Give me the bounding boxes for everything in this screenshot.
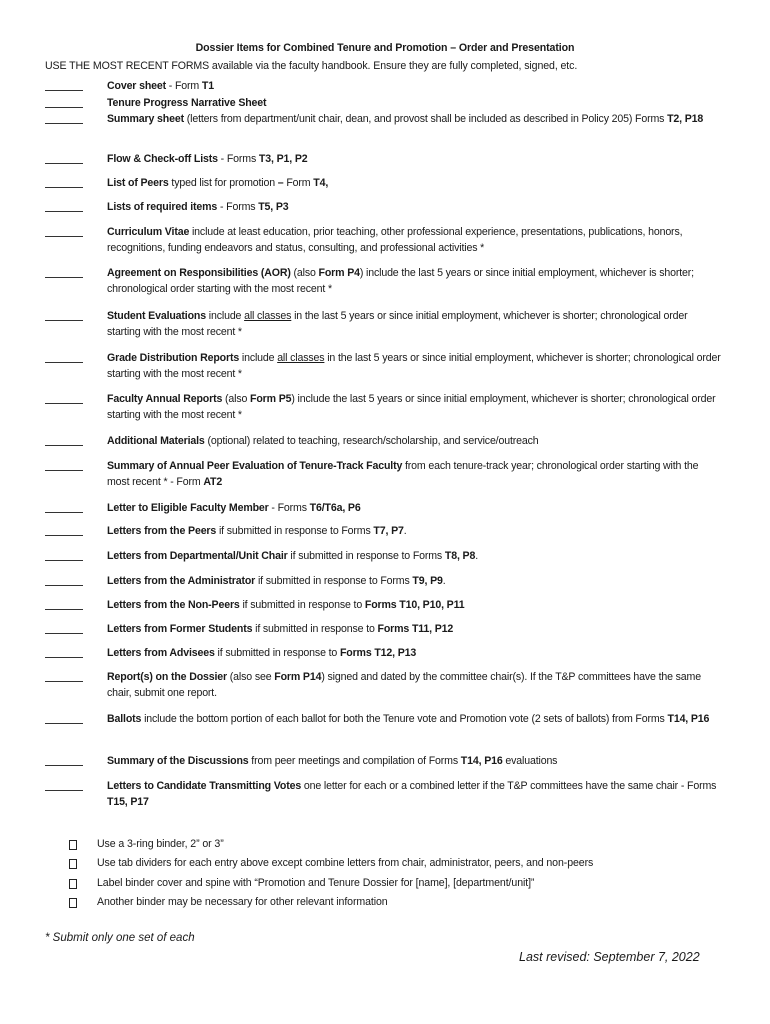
dossier-item-text: [107, 778, 722, 810]
item-text: if submitted in response to Forms: [255, 575, 413, 587]
dossier-item-text: [107, 597, 722, 613]
item-bold-text: Summary of Annual Peer Evaluation of Tenure-Track Faculty: [107, 460, 403, 472]
item-text: ) include the last 5 years or since initial employment, whichever is shorter; chronological order starting with the most recent *: [107, 267, 694, 295]
checkoff-blank: [45, 500, 83, 513]
item-bold-text: Curriculum Vitae: [107, 226, 190, 238]
item-bold-text: Letters from the Administrator: [107, 575, 256, 587]
checkoff-blank: [45, 433, 83, 446]
dossier-item-text: [107, 111, 722, 127]
checkoff-blank: [45, 778, 83, 791]
item-text: - Forms: [217, 201, 259, 213]
dossier-item-text: [107, 224, 722, 256]
item-bold-text: Lists of required items: [107, 201, 218, 213]
item-text: in the last 5 years or since initial employment, whichever is shorter; chronological order starting with the most recent *: [107, 310, 688, 338]
item-bold-text: T15, P17: [107, 796, 149, 808]
item-text: ) include the last 5 years or since initial employment, whichever is shorter; chronological order starting with the most recent *: [107, 393, 716, 421]
checkoff-blank: [45, 573, 83, 586]
checkoff-blank: [45, 78, 83, 91]
item-bold-text: T3, P1, P2: [258, 153, 308, 165]
item-text: .: [442, 575, 446, 587]
item-text: from peer meetings and compilation of Forms: [248, 755, 461, 767]
checkoff-blank: [45, 391, 83, 404]
item-text: - Forms: [217, 153, 259, 165]
item-text: include: [205, 310, 245, 322]
checkoff-blank: [45, 151, 83, 164]
checkbox-icon: [69, 840, 77, 850]
item-text: (also: [222, 393, 251, 405]
item-text: if submitted in response to: [214, 647, 340, 659]
item-bold-text: Letters from the Non-Peers: [107, 599, 240, 611]
item-bold-text: T5, P3: [258, 201, 289, 213]
checkoff-blank: [45, 753, 83, 766]
item-bold-text: Report(s) on the Dossier: [107, 671, 228, 683]
item-text: (letters from department/unit chair, dean, and provost shall be included as described in Policy 205) Forms: [183, 113, 668, 125]
checklist-item: [0, 857, 770, 873]
dossier-item-text: [107, 265, 722, 297]
item-text: in the last 5 years or since initial employment, whichever is shorter; chronological order starting with the most recent *: [107, 352, 721, 380]
dossier-item-text: [107, 308, 722, 340]
checkoff-blank: [45, 645, 83, 658]
item-bold-text: Form P14: [274, 671, 322, 683]
dossier-item-text: [107, 433, 722, 449]
item-text: from each tenure-track year; chronological order starting with the most recent * - Form: [107, 460, 699, 488]
intro-instructions: USE THE MOST RECENT FORMS available via the faculty handbook. Ensure they are fully completed, signed, etc.: [45, 60, 578, 72]
checkbox-icon: [69, 898, 77, 908]
dossier-item-text: [107, 753, 722, 769]
checkoff-blank: [45, 597, 83, 610]
item-text: if submitted in response to: [252, 623, 378, 635]
item-bold-text: T6/T6a, P6: [309, 502, 361, 514]
item-bold-text: Letters from Former Students: [107, 623, 253, 635]
dossier-item-text: [107, 458, 722, 490]
item-bold-text: Student Evaluations: [107, 310, 206, 322]
checkoff-blank: [45, 111, 83, 124]
item-bold-text: Letters to Candidate Transmitting Votes: [107, 780, 302, 792]
item-text: (also: [290, 267, 319, 279]
item-text: one letter for each or a combined letter if the T&P committees have the same chair - Forms: [301, 780, 717, 792]
checklist-item-text: Use tab dividers for each entry above except combine letters from chair, administrator, peers, and non-peers: [97, 857, 594, 869]
item-bold-text: Flow & Check-off Lists: [107, 153, 218, 165]
checkoff-blank: [45, 621, 83, 634]
item-bold-text: Form P4: [318, 267, 360, 279]
checkoff-blank: [45, 265, 83, 278]
item-text: - Forms: [268, 502, 310, 514]
checkoff-blank: [45, 199, 83, 212]
checkoff-blank: [45, 711, 83, 724]
item-text: if submitted in response to: [239, 599, 365, 611]
item-bold-text: Agreement on Responsibilities (AOR): [107, 267, 291, 279]
item-bold-text: Form P5: [250, 393, 292, 405]
item-bold-text: T9, P9: [412, 575, 443, 587]
last-revised: Last revised: September 7, 2022: [519, 950, 700, 964]
item-bold-text: T14, P16: [667, 713, 710, 725]
item-text: if submitted in response to Forms: [216, 525, 374, 537]
checklist-item: [0, 838, 770, 854]
checkoff-blank: [45, 224, 83, 237]
item-bold-text: Forms T11, P12: [377, 623, 454, 635]
checklist-item-text: Label binder cover and spine with “Promotion and Tenure Dossier for [name], [department/unit]”: [97, 877, 535, 889]
item-text: evaluations: [502, 755, 558, 767]
item-bold-text: AT2: [203, 476, 223, 488]
dossier-item-text: [107, 95, 722, 111]
checkoff-blank: [45, 175, 83, 188]
dossier-item-text: [107, 711, 722, 727]
item-underlined-text: all classes: [277, 352, 325, 364]
checkbox-icon: [69, 879, 77, 889]
item-text: include at least education, prior teaching, other professional experience, presentations, publications, honors, recognitions, funding endeavors and status, consulting, and professional activities *: [107, 226, 683, 254]
item-bold-text: Letters from Advisees: [107, 647, 215, 659]
item-text: (also see: [227, 671, 275, 683]
dossier-item-text: [107, 175, 722, 191]
dossier-item-text: [107, 669, 722, 701]
item-text: .: [403, 525, 407, 537]
footnote: * Submit only one set of each: [45, 932, 195, 944]
checkoff-blank: [45, 523, 83, 536]
dossier-item-text: [107, 573, 722, 589]
item-bold-text: Forms T12, P13: [339, 647, 417, 659]
item-bold-text: Tenure Progress Narrative Sheet: [107, 97, 267, 109]
item-bold-text: List of Peers: [107, 177, 169, 189]
item-text: .: [475, 550, 478, 562]
checkoff-blank: [45, 308, 83, 321]
dossier-item-text: [107, 500, 722, 516]
dossier-item-text: [107, 350, 722, 382]
page-title: Dossier Items for Combined Tenure and Promotion – Order and Presentation: [195, 42, 575, 54]
checklist-item-text: Another binder may be necessary for other relevant information: [97, 896, 388, 908]
checklist-item-text: Use a 3-ring binder, 2” or 3”: [97, 838, 224, 850]
checkoff-blank: [45, 669, 83, 682]
item-text: ) signed and dated by the committee chair(s). If the T&P committees have the same chair, submit one report.: [107, 671, 701, 699]
item-bold-text: Summary of the Discussions: [107, 755, 249, 767]
checkoff-blank: [45, 458, 83, 471]
item-bold-text: Faculty Annual Reports: [107, 393, 223, 405]
item-text: if submitted in response to Forms: [287, 550, 445, 562]
item-bold-text: T2, P18: [667, 113, 704, 125]
item-bold-text: Letters from the Peers: [107, 525, 217, 537]
item-text: (optional) related to teaching, research/scholarship, and service/outreach: [204, 435, 539, 447]
item-bold-text: Letters from Departmental/Unit Chair: [107, 550, 288, 562]
item-bold-text: Letter to Eligible Faculty Member: [107, 502, 269, 514]
dossier-item-text: [107, 548, 722, 564]
dossier-item-text: [107, 621, 722, 637]
checkoff-blank: [45, 548, 83, 561]
item-bold-text: Cover sheet: [107, 80, 166, 92]
item-text: include the bottom portion of each ballot for both the Tenure vote and Promotion vote (2 sets of ballots) from Forms: [141, 713, 668, 725]
item-bold-text: T1: [201, 80, 214, 92]
item-bold-text: Ballots: [107, 713, 142, 725]
dossier-item-text: [107, 645, 722, 661]
checkbox-icon: [69, 859, 77, 869]
item-bold-text: –: [277, 177, 284, 189]
dossier-item-text: [107, 523, 722, 539]
checklist-item: [0, 877, 770, 893]
item-text: typed list for promotion: [168, 177, 278, 189]
item-bold-text: Additional Materials: [107, 435, 205, 447]
item-text: Form: [283, 177, 314, 189]
item-bold-text: Summary sheet: [107, 113, 184, 125]
item-bold-text: Grade Distribution Reports: [107, 352, 240, 364]
dossier-item-text: [107, 199, 722, 215]
checkoff-blank: [45, 350, 83, 363]
dossier-item-text: [107, 78, 722, 94]
dossier-item-text: [107, 151, 722, 167]
item-bold-text: T7, P7: [373, 525, 404, 537]
checklist-item: [0, 896, 770, 912]
item-underlined-text: all classes: [244, 310, 292, 322]
dossier-item-text: [107, 391, 722, 423]
item-text: - Form: [166, 80, 202, 92]
checkoff-blank: [45, 95, 83, 108]
item-bold-text: T14, P16: [460, 755, 503, 767]
item-bold-text: Forms T10, P10, P11: [364, 599, 465, 611]
item-bold-text: T8, P8: [444, 550, 476, 562]
item-bold-text: T4,: [313, 177, 329, 189]
item-text: include: [239, 352, 278, 364]
